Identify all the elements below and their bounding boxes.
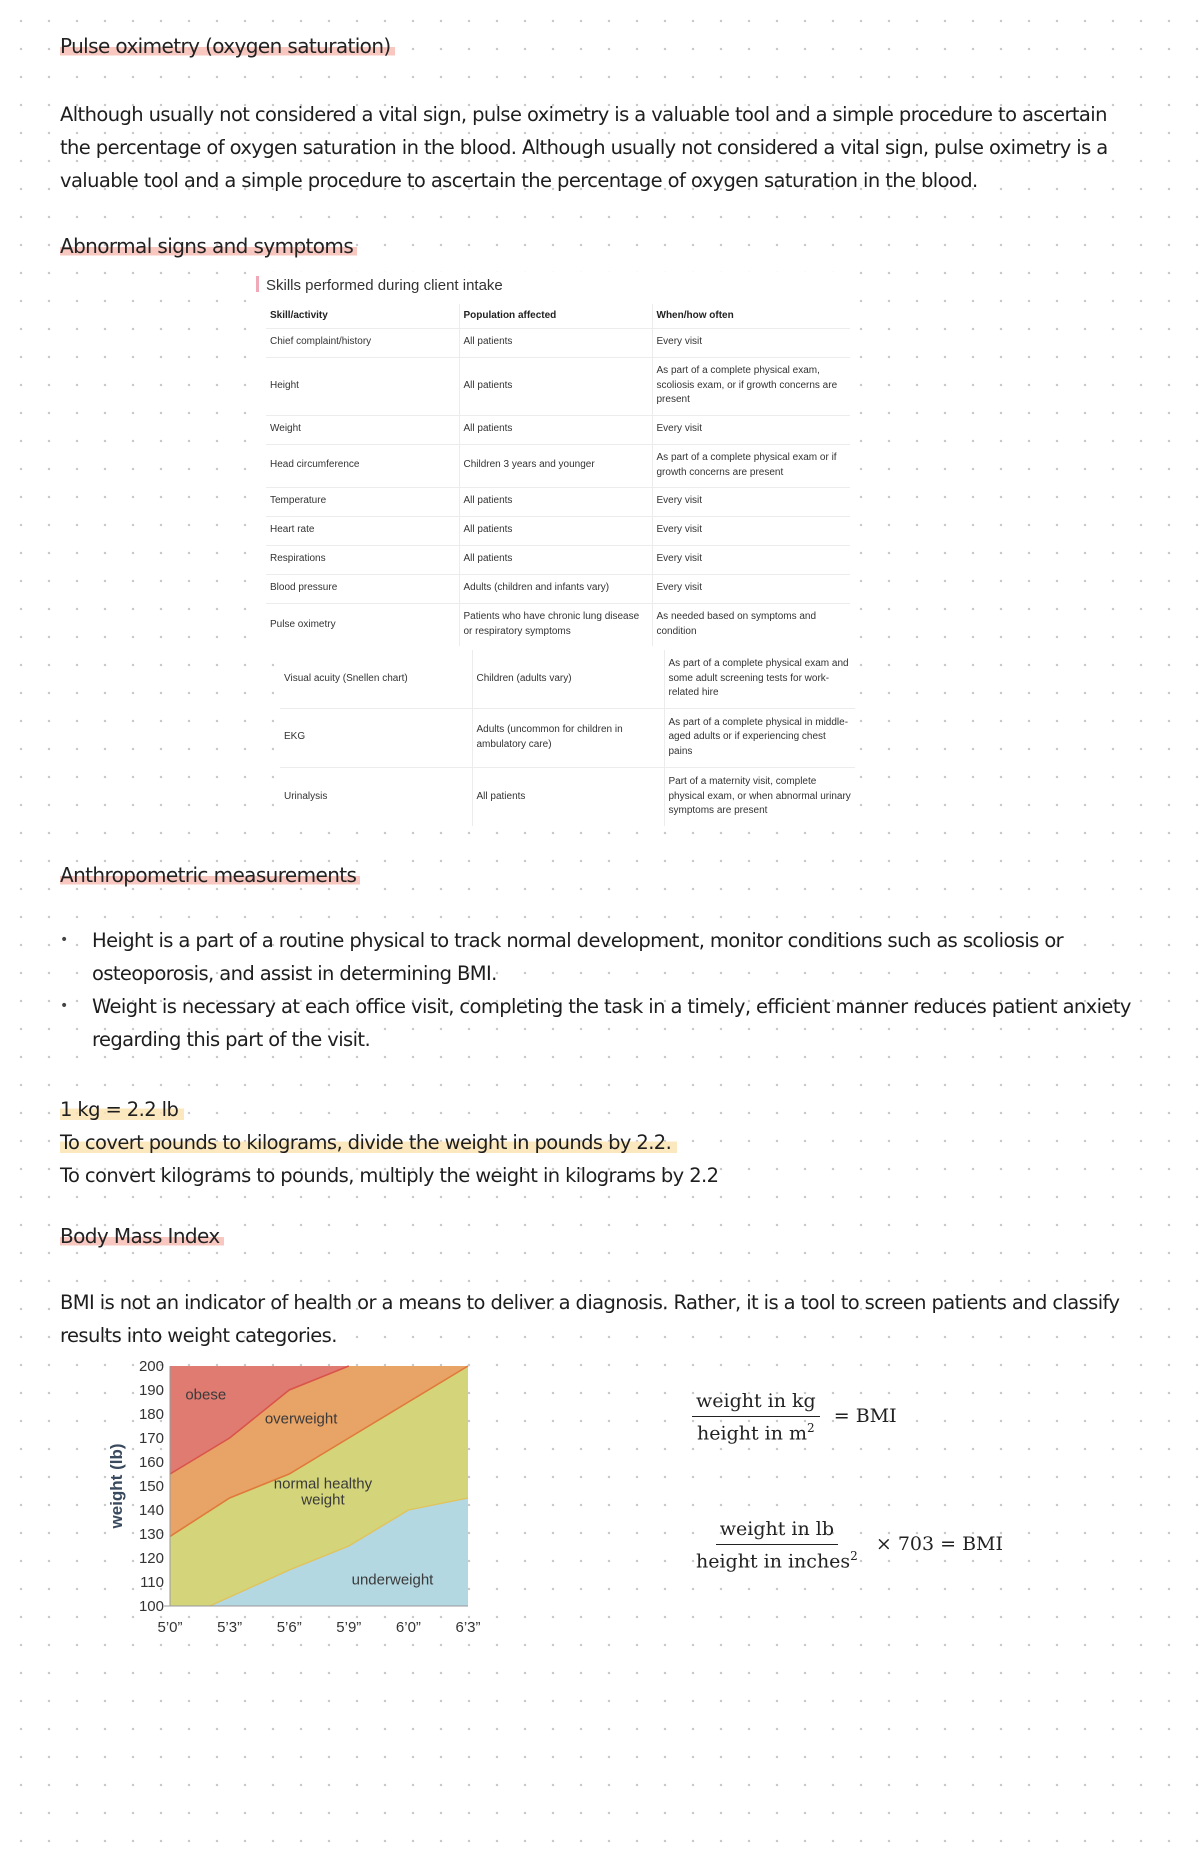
cell-skill: Temperature — [270, 495, 327, 507]
formula-fraction — [692, 1518, 862, 1572]
label-underweight: underweight — [351, 1571, 434, 1589]
table-row — [280, 708, 855, 767]
table-row — [266, 415, 850, 444]
label-normal-line2: weight — [301, 1491, 345, 1509]
y-tick-label: 120 — [138, 1550, 164, 1567]
cell-skill: Heart rate — [270, 524, 315, 536]
bmi-chart — [100, 1352, 500, 1634]
cell-when: As part of a complete physical in middle-aged adults or if experiencing chest pains — [664, 708, 855, 767]
table-row — [280, 767, 855, 826]
formula-result: × 703 = BMI — [875, 1533, 1004, 1556]
cell-population: All patients — [472, 767, 664, 826]
cell-population: Adults (uncommon for children in ambulatory care) — [472, 708, 664, 767]
y-tick-label: 140 — [138, 1502, 164, 1519]
anthropometric-list — [60, 924, 1135, 1056]
x-tick-label: 5’9” — [336, 1619, 362, 1634]
intake-table-image-continued — [274, 648, 859, 828]
heading-anthropometric: Anthropometric measurements — [60, 863, 360, 887]
x-tick-label: 6’0” — [395, 1619, 421, 1634]
cell-skill: Pulse oximetry — [270, 618, 336, 630]
intake-table-continued — [280, 650, 855, 826]
y-tick-label: 200 — [138, 1358, 164, 1375]
label-obese: obese — [185, 1386, 227, 1404]
header-skill: Skill/activity — [270, 309, 328, 321]
x-tick-label: 6’3” — [455, 1619, 481, 1634]
cell-when: As part of a complete physical exam, scoliosis exam, or if growth concerns are present — [652, 357, 850, 415]
header-when: When/how often — [652, 304, 850, 328]
intake-table-image — [256, 272, 856, 648]
x-tick-label: 5’0” — [157, 1619, 183, 1634]
label-overweight: overweight — [264, 1410, 338, 1428]
cell-population: All patients — [459, 328, 652, 357]
table-row — [266, 574, 850, 603]
cell-population: Children (adults vary) — [472, 650, 664, 708]
table-row — [266, 328, 850, 357]
cell-population: All patients — [459, 415, 652, 444]
cell-skill: Weight — [270, 423, 301, 435]
y-tick-label: 100 — [138, 1598, 164, 1615]
cell-population: All patients — [459, 516, 652, 545]
y-tick-label: 110 — [140, 1574, 164, 1591]
table-row — [280, 650, 855, 708]
cell-population: All patients — [459, 545, 652, 574]
cell-skill: Respirations — [270, 553, 326, 565]
cell-when: As needed based on symptoms and condition — [652, 603, 850, 646]
heading-pulse-oximetry — [60, 34, 395, 58]
bmi-formula-metric — [692, 1390, 897, 1444]
pulse-oximetry-paragraph: Although usually not considered a vital sign, pulse oximetry is a valuable tool and a simple procedure to ascertain the percentage of oxygen saturation in the blood. Although usually not considered a vital sign, pulse oximetry is a valuable tool and a simple procedure to ascertain the percentage of oxygen saturation in the blood. — [60, 103, 1108, 192]
table-row — [266, 487, 850, 516]
cell-population: Children 3 years and younger — [459, 444, 652, 487]
formula-numerator: weight in lb — [716, 1518, 838, 1545]
conversion-line-1: 1 kg = 2.2 lb — [60, 1093, 184, 1126]
heading-abnormal-signs: Abnormal signs and symptoms — [60, 234, 357, 258]
y-tick-label: 170 — [138, 1430, 164, 1447]
cell-population: Adults (children and infants vary) — [459, 574, 652, 603]
cell-skill: EKG — [284, 731, 306, 743]
cell-skill: Urinalysis — [284, 790, 328, 802]
bmi-paragraph: BMI is not an indicator of health or a means to deliver a diagnosis. Rather, it is a tool to screen patients and classify results into weight categories. — [60, 1291, 1120, 1347]
heading-bmi: Body Mass Index — [60, 1224, 224, 1248]
table-caption: Skills performed during client intake — [266, 277, 503, 294]
table-row — [266, 545, 850, 574]
formula-fraction — [692, 1390, 820, 1444]
x-tick-label: 5’6” — [276, 1619, 302, 1634]
formula-result: = BMI — [833, 1405, 897, 1428]
bmi-formula-imperial — [692, 1518, 1003, 1572]
formula-denominator: height in $m^2$ — [697, 1421, 815, 1445]
cell-skill: Height — [270, 379, 299, 391]
cell-skill: Visual acuity (Snellen chart) — [284, 672, 408, 684]
table-row — [266, 603, 850, 646]
header-population: Population affected — [459, 304, 652, 328]
table-row — [266, 357, 850, 415]
cell-population: All patients — [459, 487, 652, 516]
cell-population: All patients — [459, 357, 652, 415]
cell-when: As part of a complete physical exam and some adult screening tests for work-related hire — [664, 650, 855, 708]
heading-text: Pulse oximetry (oxygen saturation) — [60, 34, 395, 58]
table-row — [266, 516, 850, 545]
cell-when: Every visit — [652, 487, 850, 516]
list-item: • Height is a part of a routine physical to track normal development, monitor conditions such as scoliosis or osteoporosis, and assist in determining BMI. — [60, 924, 1135, 990]
cell-when: As part of a complete physical exam or if growth concerns are present — [652, 444, 850, 487]
caption-marker — [256, 276, 259, 292]
y-tick-label: 180 — [138, 1406, 164, 1423]
cell-when: Every visit — [652, 574, 850, 603]
cell-skill: Chief complaint/history — [270, 336, 372, 348]
table-row — [266, 444, 850, 487]
conversion-line-2: To covert pounds to kilograms, divide the weight in pounds by 2.2. — [60, 1126, 677, 1159]
formula-numerator: weight in kg — [692, 1390, 820, 1417]
formula-denominator: height in inches$^2$ — [696, 1549, 858, 1573]
table-header-row — [266, 304, 850, 328]
cell-when: Every visit — [652, 545, 850, 574]
y-axis-label: weight (lb) — [107, 1443, 126, 1529]
cell-when: Every visit — [652, 328, 850, 357]
cell-when: Every visit — [652, 415, 850, 444]
conversion-line-3: To convert kilograms to pounds, multiply the weight in kilograms by 2.2 — [60, 1164, 719, 1187]
y-tick-label: 130 — [138, 1526, 164, 1543]
cell-skill: Head circumference — [270, 459, 360, 471]
cell-population: Patients who have chronic lung disease or respiratory symptoms — [459, 603, 652, 646]
cell-when: Every visit — [652, 516, 850, 545]
list-item: • Weight is necessary at each office visit, completing the task in a timely, efficient manner reduces patient anxiety regarding this part of the visit. — [60, 990, 1135, 1056]
y-tick-label: 160 — [138, 1454, 164, 1471]
label-normal-line1: normal healthy — [273, 1475, 373, 1493]
y-tick-label: 190 — [138, 1382, 164, 1399]
cell-skill: Blood pressure — [270, 582, 338, 594]
intake-table — [266, 304, 850, 646]
y-tick-label: 150 — [138, 1478, 164, 1495]
cell-when: Part of a maternity visit, complete physical exam, or when abnormal urinary symptoms are present — [664, 767, 855, 826]
x-tick-label: 5’3” — [217, 1619, 243, 1634]
